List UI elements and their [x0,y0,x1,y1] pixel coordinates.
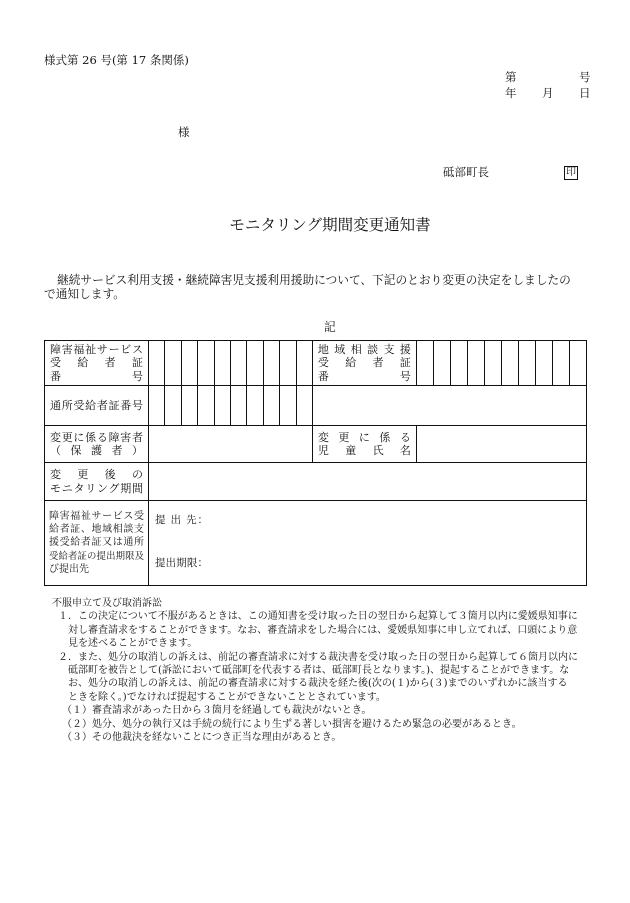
label-line: 障害福祉サービス [50,342,143,356]
day-service-cert-digit-box [230,386,246,426]
submit-to-row [155,515,586,526]
day-service-cert-digit-box [198,386,214,426]
day-service-cert-digit-box [214,386,230,426]
day-service-cert-row [45,386,587,426]
child-name-label [312,426,416,463]
blank-cell [312,386,586,426]
notification-table [44,340,587,586]
community-support-cert-digit-box [569,341,586,386]
welfare-cert-digit-box [230,341,246,386]
label-line: 受 給 者 証 [317,356,411,370]
community-support-cert-digit-box [450,341,467,386]
affected-person-field [149,426,313,463]
day-service-cert-digit-box [280,386,296,426]
seal-mark-text: 印 [566,167,576,178]
appeal-item-2-line: ２．また、処分の取消しの訴えは、前記の審査請求に対する裁決書を受け取った日の翌日から起算して６箇月以内に [58,651,578,663]
day-service-cert-digit-box [181,386,197,426]
label-line: 障害福祉サービス受 [49,510,144,522]
new-monitoring-period-field [149,463,587,501]
submission-deadline-destination-label [45,501,149,586]
label-line: 受 給 者 証 [50,356,143,370]
date-month-label: 月 [542,86,554,100]
welfare-cert-digit-box [198,341,214,386]
welfare-cert-digit-box [247,341,263,386]
label-line: 番 号 [317,369,411,383]
welfare-cert-digit-box [296,341,312,386]
label-line: モニタリング期間 [50,481,143,495]
monitoring-period-row [45,463,587,501]
deadline-row [155,558,586,569]
body-text-line: で通知します。 [44,287,125,301]
addressee-honorific: 様 [178,125,190,139]
label-line: 変更に係る障害者 [50,430,143,444]
day-service-cert-number-label [45,386,149,426]
welfare-cert-number-label [45,341,149,386]
community-support-cert-number-label [312,341,416,386]
certificate-number-row [45,341,587,386]
welfare-cert-digit-box [165,341,181,386]
appeal-sub-item: （２）処分、処分の執行又は手続の続行により生ずる著しい損害を避けるため緊急の必要があるとき。 [62,718,522,730]
affected-person-label [45,426,149,463]
community-support-cert-digit-box [535,341,552,386]
label-line: （ 保 護 者 ） [50,444,143,457]
issuer-name: 砥部町長 [443,165,489,179]
appeal-item-2-line: 砥部町を被告として(訴訟において砥部町を代表する者は、砥部町長となります。)、提起することができます。な [68,665,570,677]
doc-number-suffix: 号 [579,70,591,84]
welfare-cert-digit-box [263,341,279,386]
day-service-cert-digit-box [296,386,312,426]
label-line: 変 更 に 係 る [317,430,411,444]
submission-row [45,501,587,586]
day-service-cert-digit-box [165,386,181,426]
label-line: び提出先 [49,563,89,575]
welfare-cert-digit-box [149,341,165,386]
affected-person-row [45,426,587,463]
day-service-cert-digit-box [149,386,165,426]
appeal-sub-item: （３）その他裁決を経ないことにつき正当な理由があるとき。 [62,732,342,744]
new-monitoring-period-label [45,463,149,501]
date-year-label: 年 [505,86,517,100]
document-title: モニタリング期間変更通知書 [229,216,431,234]
doc-number-prefix: 第 [505,70,517,84]
appeal-item-1-line: １．この決定について不服があるときは、この通知書を受け取った日の翌日から起算して３箇月以内に愛媛県知事に [58,611,578,623]
day-service-cert-digit-box [263,386,279,426]
submit-to-label: 提 出 先： [155,514,208,526]
deadline-label: 提出期限： [155,557,208,569]
seal-mark-icon [564,166,578,180]
label-line: 通所受給者証番号 [50,398,143,412]
appeal-item-1-line: 見を述べることができます。 [68,638,198,650]
label-line: 受給者証の提出期限及 [49,550,144,562]
community-support-cert-digit-box [484,341,501,386]
welfare-cert-digit-box [280,341,296,386]
community-support-cert-digit-box [552,341,569,386]
submission-field [149,501,587,586]
date-day-label: 日 [579,86,591,100]
appeal-sub-item: （１）審査請求があった日から３箇月を経過しても裁決がないとき。 [62,705,372,717]
community-support-cert-digit-box [518,341,535,386]
welfare-cert-digit-box [181,341,197,386]
appeal-item-1-line: 対し審査請求をすることができます。なお、審査請求をした場合には、愛媛県知事に申し立てれば、口頭により意 [68,624,578,636]
body-text-line: 継続サービス利用支援・継続障害児支援利用援助について、下記のとおり変更の決定をしましたの [57,273,571,287]
community-support-cert-digit-box [433,341,450,386]
label-line: 変 更 後 の [50,468,143,481]
appeal-item-2-line: ときを除く。)でなければ提起することができないこととされています。 [68,691,386,703]
day-service-cert-digit-box [247,386,263,426]
appeal-item-2-line: お、処分の取消しの訴えは、前記の審査請求に対する裁決を経た後(次の(１)から(３)までのいずれかに該当する [68,678,568,690]
appeal-notice [0,597,630,744]
label-line: 児 童 氏 名 [317,444,411,457]
community-support-cert-digit-box [416,341,433,386]
form-number: 様式第 26 号(第 17 条関係) [44,53,189,67]
label-line: 給者証、地域相談支 [49,524,144,536]
appeal-heading: 不服申立て及び取消訴訟 [52,598,162,609]
welfare-cert-digit-box [214,341,230,386]
community-support-cert-digit-box [467,341,484,386]
label-line: 援受給者証又は通所 [49,537,144,549]
community-support-cert-digit-box [501,341,518,386]
record-mark: 記 [324,320,336,334]
label-line: 地域相談支援 [317,342,411,356]
child-name-field [416,426,586,463]
label-line: 番 号 [50,369,143,383]
